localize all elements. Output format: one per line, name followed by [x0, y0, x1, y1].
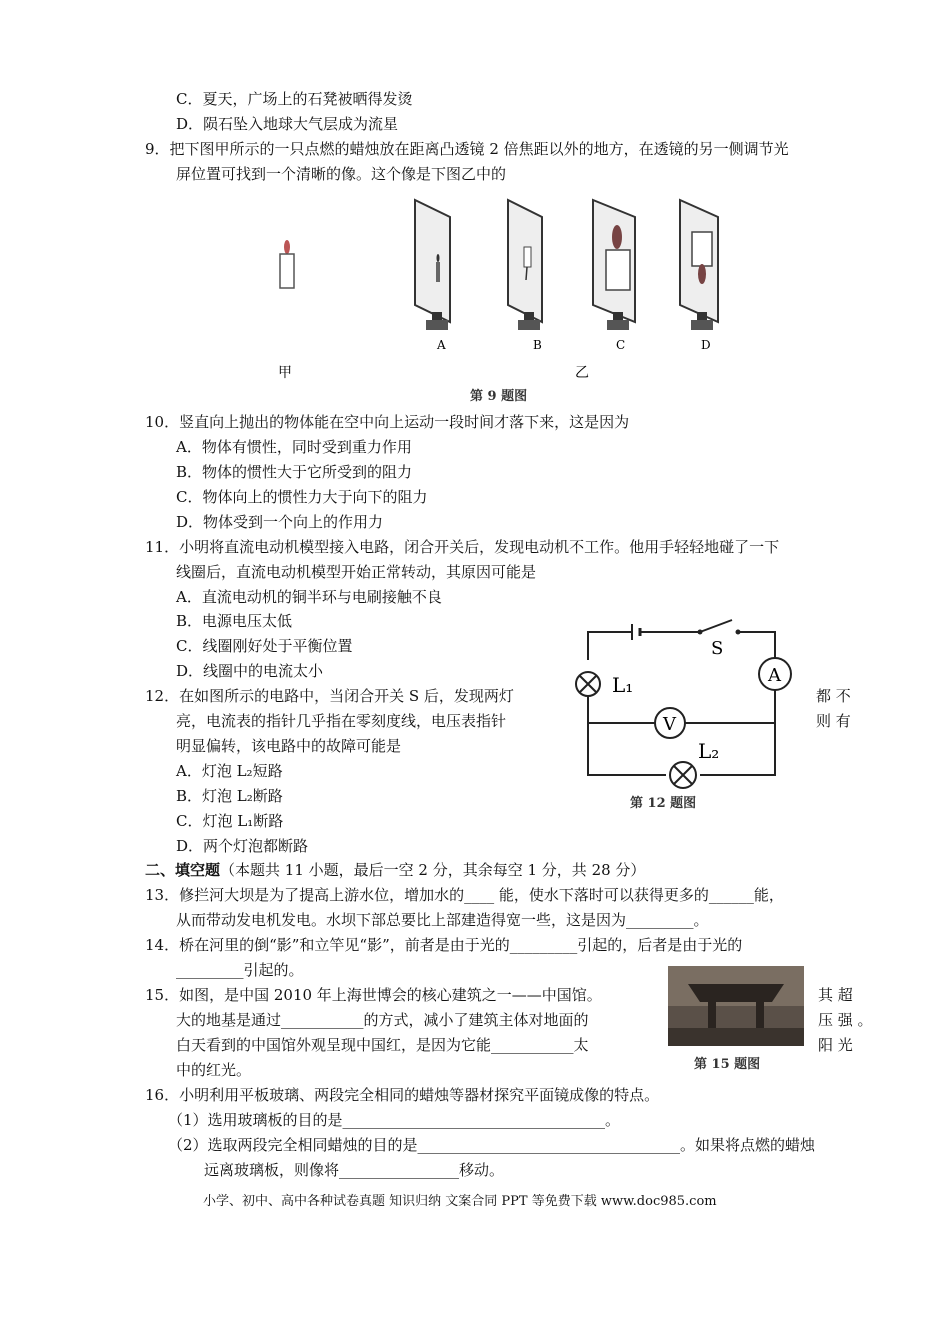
- q12-option-b: B．灯泡 L₂断路: [176, 787, 283, 805]
- q16-part2: （2）选取两段完全相同蜡烛的目的是___________________________________。如果将点燃的蜡烛: [168, 1136, 816, 1154]
- q10-option-c: C．物体向上的惯性力大于向下的阻力: [176, 488, 428, 506]
- screen-c: [593, 200, 635, 330]
- q15-china-pavilion-figure: [668, 966, 804, 1074]
- q12-option-d: D．两个灯泡都断路: [176, 837, 309, 855]
- q15-line1-right: 其 超: [818, 986, 853, 1004]
- q12-stem-line1: 12．在如图所示的电路中，当闭合开关 S 后，发现两灯: [145, 687, 514, 705]
- q11-option-b: B．电源电压太低: [176, 612, 293, 630]
- q11-option-c: C．线圈刚好处于平衡位置: [176, 637, 353, 655]
- q15-line4: 中的红光。: [176, 1061, 252, 1079]
- section2-desc: （本题共 11 小题，最后一空 2 分，其余每空 1 分，共 28 分）: [220, 861, 646, 879]
- q15-line3: 白天看到的中国馆外观呈现中国红，是因为它能___________太: [176, 1036, 589, 1054]
- q12-option-a: A．灯泡 L₂短路: [176, 762, 283, 780]
- q14-line2: _________引起的。: [176, 961, 304, 979]
- q12-figure-caption: 第 12 题图: [630, 796, 697, 811]
- q8-option-c: C．夏天，广场上的石凳被晒得发烫: [176, 90, 413, 108]
- ammeter-label: A: [768, 665, 781, 686]
- screen-b: [508, 200, 542, 330]
- q15-line2: 大的地基是通过___________的方式，减小了建筑主体对地面的: [176, 1011, 589, 1029]
- q11-stem-line2: 线圈后，直流电动机模型开始正常转动，其原因可能是: [176, 563, 537, 581]
- switch-label: S: [711, 638, 724, 659]
- q15-line1: 15．如图，是中国 2010 年上海世博会的核心建筑之一——中国馆。: [145, 986, 602, 1004]
- q12-stem-line2: 亮，电流表的指针几乎指在零刻度线，电压表指针: [176, 712, 507, 730]
- screen-d: [680, 200, 718, 330]
- q10-stem: 10．竖直向上抛出的物体能在空中向上运动一段时间才落下来，这是因为: [145, 413, 630, 431]
- q9-stem-line2: 屏位置可找到一个清晰的像。这个像是下图乙中的: [176, 165, 507, 183]
- q11-stem-line1: 11．小明将直流电动机模型接入电路，闭合开关后，发现电动机不工作。他用手轻轻地碰了一下: [145, 538, 780, 556]
- q8-option-d: D．陨石坠入地球大气层成为流星: [176, 115, 399, 133]
- q9-figure-caption: 第 9 题图: [470, 389, 528, 404]
- q16-stem: 16．小明利用平板玻璃、两段完全相同的蜡烛等器材探究平面镜成像的特点。: [145, 1086, 660, 1104]
- section2-title: 二、填空题: [145, 861, 221, 879]
- q15-line2-right: 压 强 。: [818, 1011, 873, 1029]
- q16-part2-cont: 远离玻璃板，则像将________________移动。: [204, 1161, 505, 1179]
- q12-circuit-figure: [570, 610, 805, 820]
- q14-line1: 14．桥在河里的倒“影”和立竿见“影”，前者是由于光的_________引起的，后者是由于光的: [145, 936, 743, 954]
- section2-header: [145, 860, 645, 880]
- q13-line2: 从而带动发电机发电。水坝下部总要比上部建造得宽一些，这是因为_________。: [176, 911, 709, 929]
- voltmeter-label: V: [663, 714, 676, 735]
- label-yi: 乙: [575, 365, 589, 381]
- q12-option-c: C．灯泡 L₁断路: [176, 812, 284, 830]
- q16-part1: （1）选用玻璃板的目的是___________________________________。: [168, 1111, 621, 1129]
- label-b: B: [533, 338, 542, 352]
- label-c: C: [616, 338, 626, 352]
- q10-option-b: B．物体的惯性大于它所受到的阻力: [176, 463, 413, 481]
- label-jia: 甲: [278, 365, 292, 381]
- screen-a: [415, 200, 450, 330]
- q12-stem-line2-right: 则 有: [816, 712, 851, 730]
- q9-figure: [270, 192, 750, 407]
- q11-option-d: D．线圈中的电流太小: [176, 662, 324, 680]
- lamp2-label: L₂: [698, 739, 720, 763]
- jia-candle: [280, 240, 294, 288]
- page-footer: 小学、初中、高中各种试卷真题 知识归纳 文案合同 PPT 等免费下载 www.doc985.com: [203, 1194, 717, 1209]
- q12-stem-line1-right: 都 不: [816, 687, 851, 705]
- q15-figure-caption: 第 15 题图: [694, 1057, 761, 1072]
- q10-option-a: A．物体有惯性，同时受到重力作用: [176, 438, 412, 456]
- q13-line1: 13．修拦河大坝是为了提高上游水位，增加水的____ 能，使水下落时可以获得更多的______能，: [145, 886, 784, 904]
- q12-stem-line3: 明显偏转，该电路中的故障可能是: [176, 737, 402, 755]
- label-a: A: [437, 338, 446, 352]
- q9-stem-line1: 9．把下图甲所示的一只点燃的蜡烛放在距离凸透镜 2 倍焦距以外的地方，在透镜的另一侧调节光: [145, 140, 789, 158]
- q15-line3-right: 阳 光: [818, 1036, 853, 1054]
- q11-option-a: A．直流电动机的铜半环与电刷接触不良: [176, 588, 442, 606]
- q10-option-d: D．物体受到一个向上的作用力: [176, 513, 384, 531]
- label-d: D: [701, 338, 711, 352]
- lamp1-label: L₁: [612, 673, 634, 697]
